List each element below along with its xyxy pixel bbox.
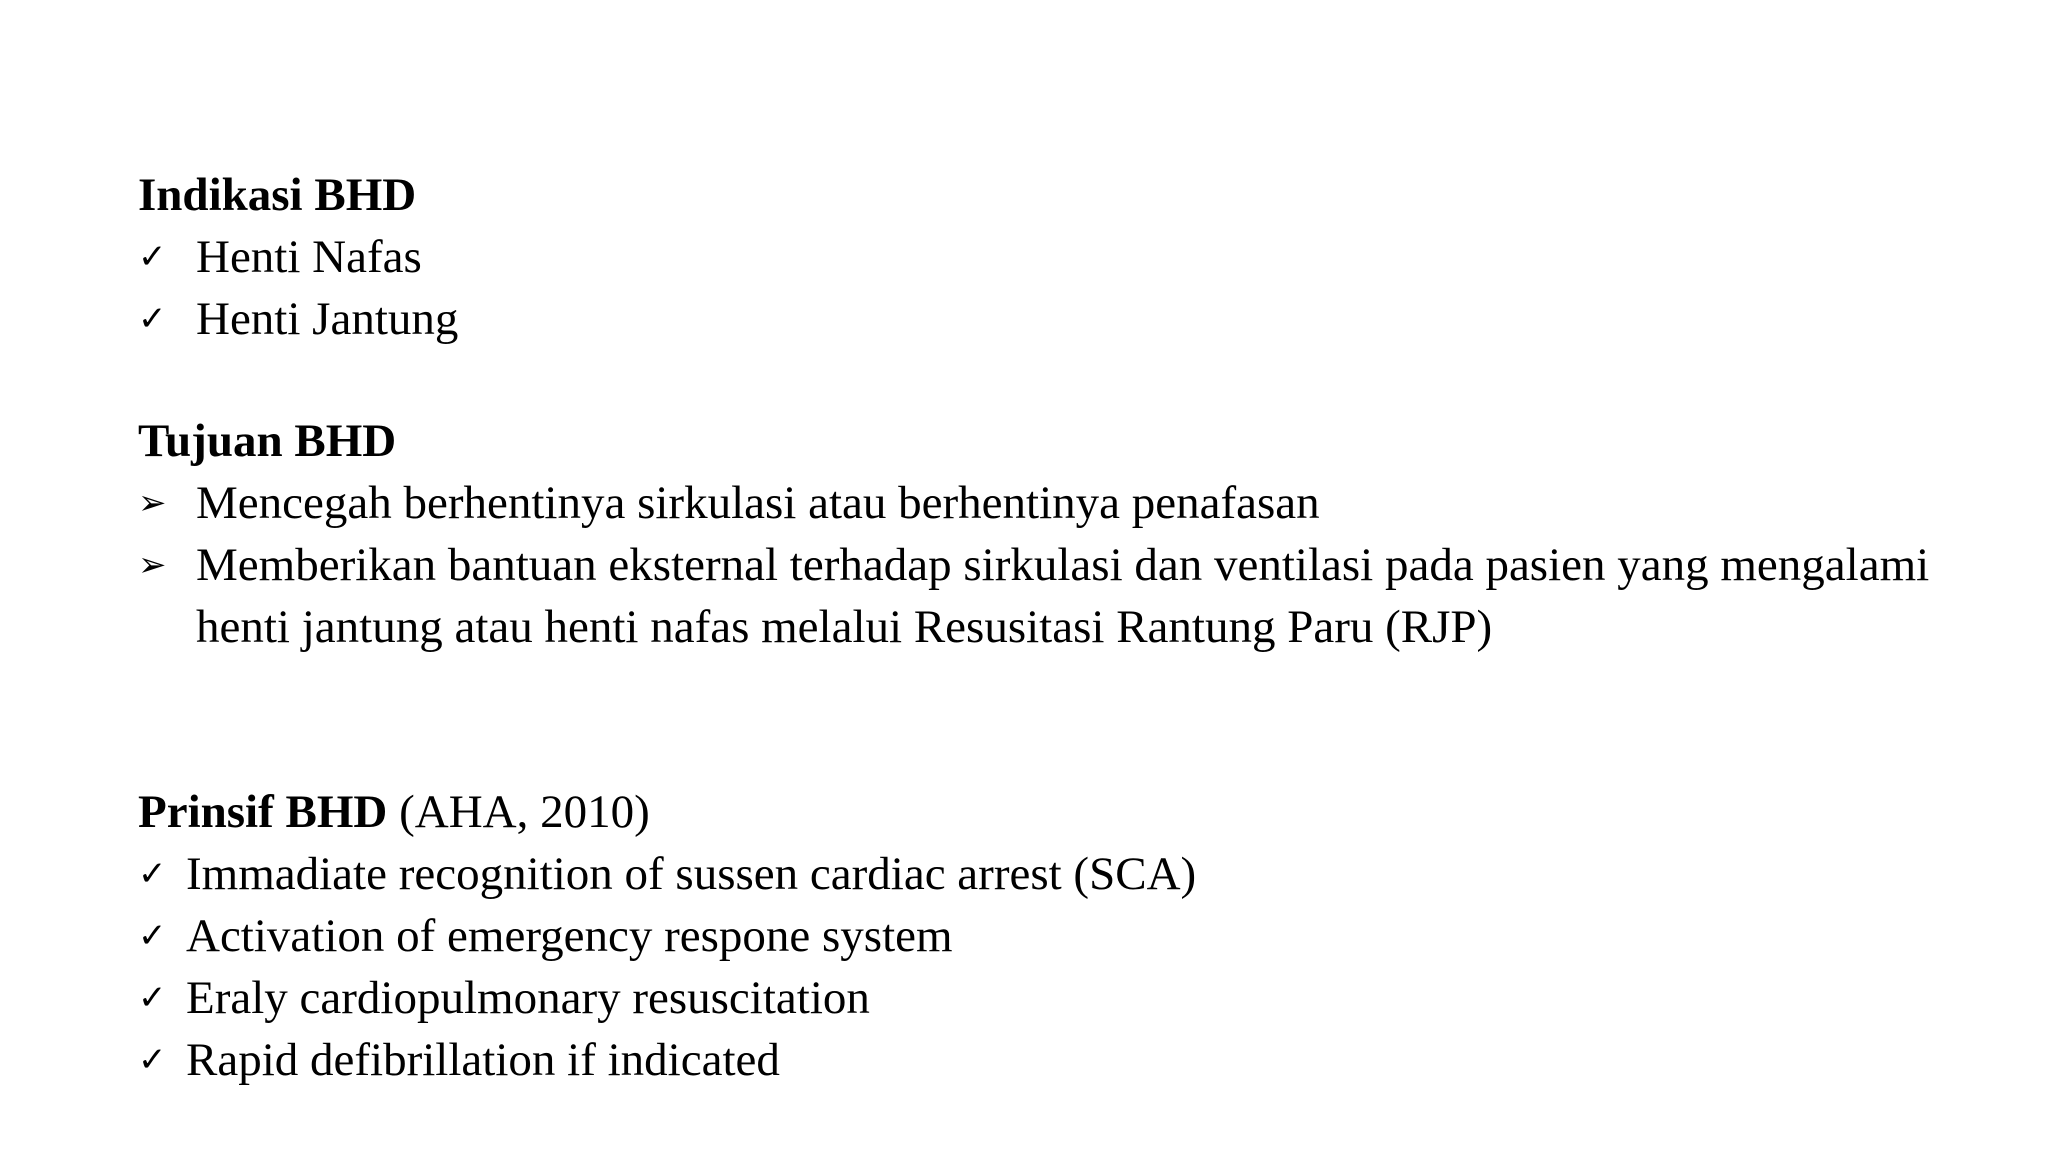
indikasi-heading-text: Indikasi BHD [138,169,417,221]
list-item-text: Activation of emergency respone system [186,910,953,962]
list-item [138,905,1938,967]
checkmark-icon: ✓ [138,978,167,1018]
checkmark-icon: ✓ [138,916,167,956]
arrow-bullet-icon: ➢ [138,483,167,523]
list-item [138,843,1938,905]
list-item-text: Memberikan bantuan eksternal terhadap sirkulasi dan ventilasi pada pasien yang mengalami henti jantung atau henti nafas melalui Resusitasi Rantung Paru (RJP) [196,539,1930,653]
checkmark-icon: ✓ [138,1040,167,1080]
tujuan-heading-text: Tujuan BHD [138,415,397,467]
list-item-text: Eraly cardiopulmonary resuscitation [186,972,870,1024]
checkmark-icon: ✓ [138,299,167,339]
indikasi-section [138,164,1938,350]
list-item [138,534,1938,658]
prinsip-heading-source: (AHA, 2010) [387,786,650,838]
prinsip-heading-bold: Prinsif BHD [138,786,388,838]
list-item [138,226,1938,288]
prinsip-heading [138,781,1938,843]
prinsip-section [138,781,1938,1091]
list-item [138,472,1938,534]
indikasi-heading [138,164,1938,226]
list-item-text: Rapid defibrillation if indicated [186,1034,780,1086]
tujuan-heading [138,410,1938,472]
checkmark-icon: ✓ [138,854,167,894]
list-item [138,967,1938,1029]
checkmark-icon: ✓ [138,237,167,277]
list-item-text: Mencegah berhentinya sirkulasi atau berhentinya penafasan [196,477,1320,529]
list-item-text: Henti Nafas [196,231,422,283]
tujuan-section [138,410,1938,658]
list-item [138,1029,1938,1091]
list-item [138,288,1938,350]
arrow-bullet-icon: ➢ [138,545,167,585]
list-item-text: Immadiate recognition of sussen cardiac arrest (SCA) [186,848,1197,900]
list-item-text: Henti Jantung [196,293,459,345]
